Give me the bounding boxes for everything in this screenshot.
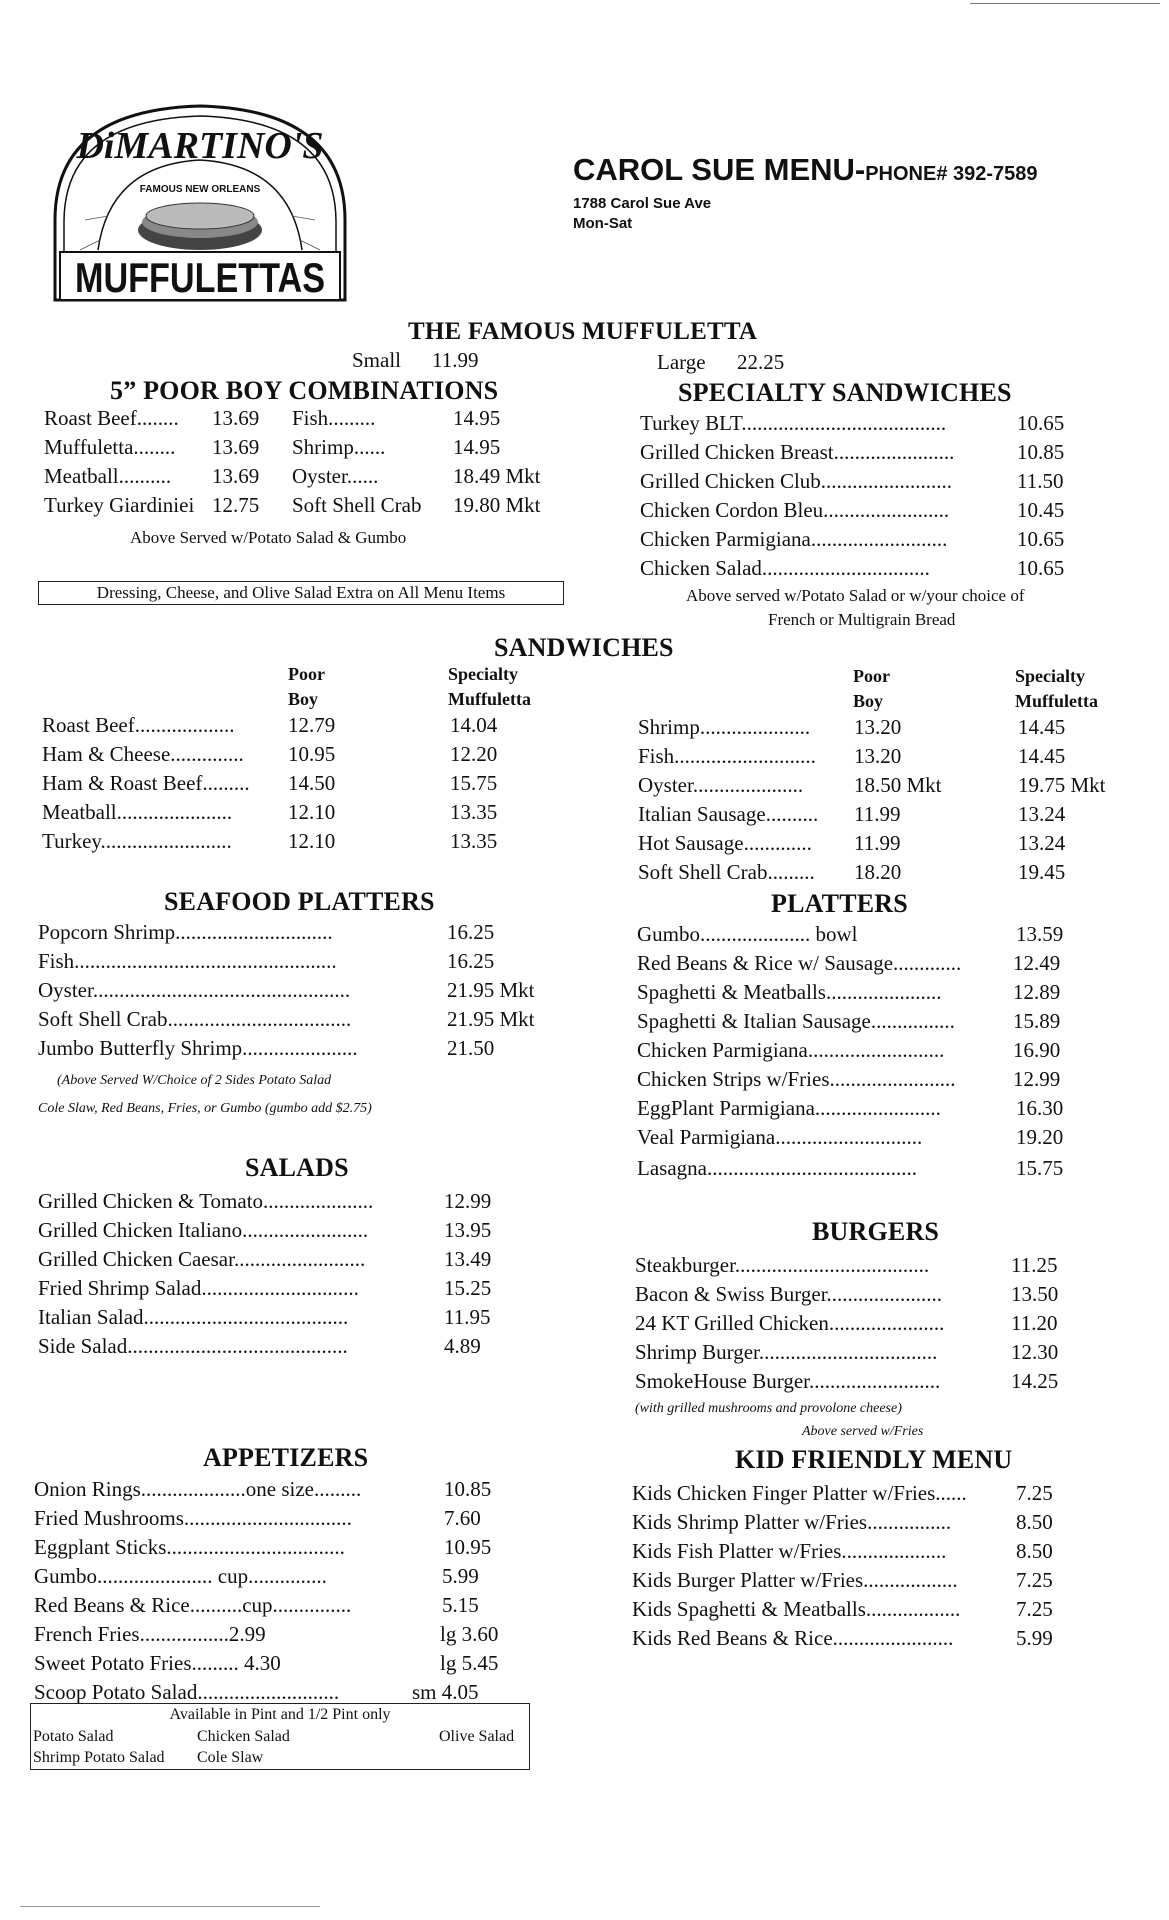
logo-graphic [50, 100, 350, 305]
specialty-sandwiches-title: SPECIALTY SANDWICHES [678, 378, 1012, 407]
item-price: 13.50 [1011, 1282, 1059, 1306]
item-name: Chicken Parmigiana.......................... [637, 1038, 945, 1062]
specialty-price: 13.35 [450, 829, 498, 853]
item-price: 11.95 [444, 1305, 491, 1329]
menu-title [573, 152, 1038, 188]
pint-sizes-col1: Potato Salad Shrimp Potato Salad [33, 1728, 165, 1766]
sandwiches-left-col-poor: Poor Boy [288, 664, 325, 709]
table-row [42, 829, 562, 855]
specialty-price: 19.45 [1018, 860, 1066, 884]
menu-title-text: CAROL SUE MENU- [573, 152, 866, 187]
combo-item-price: 14.95 [453, 406, 501, 430]
item-name: Kids Fish Platter w/Fries.................... [632, 1539, 947, 1563]
item-price: 15.75 [1016, 1156, 1064, 1180]
item-name: Veal Parmigiana............................ [637, 1125, 923, 1149]
poor-boy-price: 18.50 Mkt [854, 773, 942, 797]
item-price: 10.65 [1017, 527, 1065, 551]
specialty-price: 13.24 [1018, 802, 1066, 826]
combo-row [44, 435, 564, 461]
specialty-price: 12.20 [450, 742, 498, 766]
item-price: lg 5.45 [440, 1651, 499, 1675]
combo-item-price: 13.69 [212, 435, 260, 459]
list-item [637, 980, 1117, 1006]
item-name: Ham & Roast Beef......... [42, 771, 250, 795]
list-item [34, 1651, 534, 1677]
pint-sizes-box [30, 1703, 530, 1770]
item-price: 10.65 [1017, 556, 1065, 580]
list-item [635, 1340, 1115, 1366]
item-price: 13.95 [444, 1218, 492, 1242]
list-item [632, 1539, 1112, 1565]
item-name: Grilled Chicken Breast....................... [640, 440, 955, 464]
item-name: Turkey......................... [42, 829, 232, 853]
list-item [637, 1125, 1117, 1151]
item-name: Oyster..................... [638, 773, 804, 797]
sandwiches-left-col-specialty: Specialty Muffuletta [448, 664, 531, 709]
item-price: 4.89 [444, 1334, 481, 1358]
table-row [638, 744, 1158, 770]
table-row [42, 800, 562, 826]
combo-item-price: 18.49 Mkt [453, 464, 541, 488]
list-item [640, 527, 1080, 553]
item-price: 8.50 [1016, 1539, 1053, 1563]
sandwiches-right-col-poor: Poor Boy [853, 666, 890, 711]
burgers-note-line2: Above served w/Fries [802, 1424, 924, 1439]
item-name: Fish.................................................. [38, 949, 337, 973]
item-price: lg 3.60 [440, 1622, 499, 1646]
combo-item-name: Meatball.......... [44, 464, 172, 488]
burgers-title: BURGERS [812, 1217, 940, 1246]
extras-note-box [38, 581, 564, 605]
famous-small-label: Small [352, 348, 402, 372]
poor-boy-price: 13.20 [854, 715, 902, 739]
list-item [34, 1622, 534, 1648]
logo-brand-text: DiMARTINO'S [76, 125, 324, 167]
item-price: 19.20 [1016, 1125, 1064, 1149]
list-item [637, 922, 1117, 948]
item-price: 12.30 [1011, 1340, 1059, 1364]
list-item [637, 1096, 1117, 1122]
extras-note-text: Dressing, Cheese, and Olive Salad Extra on All Menu Items [96, 583, 506, 602]
item-price: 12.99 [444, 1189, 492, 1213]
item-price: 11.20 [1011, 1311, 1058, 1335]
list-item [640, 440, 1080, 466]
item-name: Soft Shell Crab......... [638, 860, 815, 884]
item-name: Grilled Chicken Caesar......................... [38, 1247, 366, 1271]
item-name: Onion Rings....................one size......... [34, 1477, 362, 1501]
combo-item-name: Fish......... [292, 406, 376, 430]
combo-item-name: Shrimp...... [292, 435, 386, 459]
combos-note: Above Served w/Potato Salad & Gumbo [130, 528, 407, 547]
table-row [42, 742, 562, 768]
item-name: 24 KT Grilled Chicken...................... [635, 1311, 945, 1335]
item-name: Eggplant Sticks.................................. [34, 1535, 345, 1559]
list-item [640, 411, 1080, 437]
item-name: Gumbo...................... cup............... [34, 1564, 327, 1588]
list-item [635, 1253, 1115, 1279]
item-price: 10.45 [1017, 498, 1065, 522]
list-item [632, 1510, 1112, 1536]
specialty-note-line2: French or Multigrain Bread [768, 610, 956, 629]
famous-small-row [352, 348, 652, 374]
list-item [635, 1311, 1115, 1337]
specialty-price: 13.35 [450, 800, 498, 824]
item-price: 21.50 [447, 1036, 495, 1060]
list-item [632, 1626, 1112, 1652]
combo-item-name: Muffuletta........ [44, 435, 176, 459]
item-price: 15.89 [1013, 1009, 1061, 1033]
list-item [38, 949, 558, 975]
table-row [42, 713, 562, 739]
item-price: 14.25 [1011, 1369, 1059, 1393]
sandwiches-title: SANDWICHES [494, 633, 674, 662]
list-item [34, 1593, 534, 1619]
item-price: 16.30 [1016, 1096, 1064, 1120]
famous-large-label: Large [657, 350, 706, 374]
item-name: Grilled Chicken & Tomato..................... [38, 1189, 374, 1213]
list-item [34, 1477, 534, 1503]
item-price: 10.85 [1017, 440, 1065, 464]
list-item [38, 1334, 538, 1360]
famous-large-row [657, 350, 857, 376]
item-price: sm 4.05 [412, 1680, 479, 1704]
combo-item-price: 19.80 Mkt [453, 493, 541, 517]
item-name: Fried Shrimp Salad.............................. [38, 1276, 359, 1300]
list-item [38, 1189, 538, 1215]
table-row [42, 771, 562, 797]
item-name: Scoop Potato Salad........................... [34, 1680, 340, 1704]
item-price: 8.50 [1016, 1510, 1053, 1534]
combo-item-name: Roast Beef........ [44, 406, 179, 430]
pint-sizes-col3: Olive Salad [439, 1728, 515, 1745]
combo-row [44, 464, 564, 490]
item-name: Kids Red Beans & Rice....................... [632, 1626, 954, 1650]
burgers-note-line1: (with grilled mushrooms and provolone cheese) [635, 1401, 902, 1416]
item-name: Ham & Cheese.............. [42, 742, 244, 766]
list-item [637, 1038, 1117, 1064]
specialty-price: 14.04 [450, 713, 498, 737]
poor-boy-price: 14.50 [288, 771, 336, 795]
item-name: Hot Sausage............. [638, 831, 812, 855]
sandwiches-right-col-specialty: Specialty Muffuletta [1015, 666, 1098, 711]
address: 1788 Carol Sue Ave [573, 195, 712, 212]
item-name: Spaghetti & Italian Sausage................ [637, 1009, 955, 1033]
poor-boy-price: 10.95 [288, 742, 336, 766]
combo-row [44, 493, 564, 519]
item-name: Steakburger..................................... [635, 1253, 930, 1277]
list-item [34, 1506, 534, 1532]
item-price: 10.85 [444, 1477, 492, 1501]
scan-artifact-bottom [20, 1906, 320, 1907]
item-price: 7.60 [444, 1506, 481, 1530]
item-name: Kids Chicken Finger Platter w/Fries...... [632, 1481, 967, 1505]
item-price: 7.25 [1016, 1481, 1053, 1505]
specialty-price: 14.45 [1018, 744, 1066, 768]
item-name: SmokeHouse Burger......................... [635, 1369, 941, 1393]
item-name: Fried Mushrooms................................ [34, 1506, 352, 1530]
item-price: 21.95 Mkt [447, 1007, 535, 1031]
famous-muffuletta-title: THE FAMOUS MUFFULETTA [408, 318, 758, 345]
item-price: 5.15 [442, 1593, 479, 1617]
item-name: Jumbo Butterfly Shrimp...................... [38, 1036, 358, 1060]
item-name: Roast Beef................... [42, 713, 235, 737]
specialty-price: 14.45 [1018, 715, 1066, 739]
list-item [38, 1305, 538, 1331]
item-name: Chicken Parmigiana.......................... [640, 527, 948, 551]
item-name: Fish........................... [638, 744, 816, 768]
item-name: Soft Shell Crab................................... [38, 1007, 352, 1031]
table-row [638, 860, 1158, 886]
list-item [635, 1369, 1115, 1395]
combo-item-name: Oyster...... [292, 464, 379, 488]
item-price: 16.90 [1013, 1038, 1061, 1062]
list-item [640, 469, 1080, 495]
list-item [38, 1218, 538, 1244]
dimartinos-logo [50, 100, 350, 305]
item-name: Red Beans & Rice w/ Sausage............. [637, 951, 962, 975]
combo-item-name: Turkey Giardiniei [44, 493, 195, 517]
list-item [38, 920, 558, 946]
list-item [637, 1067, 1117, 1093]
item-name: Side Salad.......................................... [38, 1334, 348, 1358]
hours: Mon-Sat [573, 215, 633, 232]
list-item [38, 978, 558, 1004]
item-price: 5.99 [1016, 1626, 1053, 1650]
item-name: Popcorn Shrimp.............................. [38, 920, 333, 944]
item-price: 11.25 [1011, 1253, 1058, 1277]
famous-large-price: 22.25 [737, 350, 785, 374]
item-price: 7.25 [1016, 1597, 1053, 1621]
item-name: Shrimp Burger.................................. [635, 1340, 938, 1364]
table-row [638, 831, 1158, 857]
item-name: Chicken Salad................................ [640, 556, 930, 580]
combo-item-price: 12.75 [212, 493, 260, 517]
list-item [640, 498, 1080, 524]
item-name: Bacon & Swiss Burger...................... [635, 1282, 943, 1306]
kids-menu-title: KID FRIENDLY MENU [735, 1445, 1013, 1474]
famous-small-price: 11.99 [432, 348, 479, 372]
poor-boy-price: 11.99 [854, 831, 901, 855]
list-item [38, 1007, 558, 1033]
item-name: Turkey BLT....................................... [640, 411, 947, 435]
item-name: Gumbo..................... bowl [637, 922, 858, 946]
item-price: 12.49 [1013, 951, 1061, 975]
poor-boy-price: 11.99 [854, 802, 901, 826]
pint-sizes-title: Available in Pint and 1/2 Pint only [169, 1706, 391, 1723]
specialty-note-line1: Above served w/Potato Salad or w/your choice of [686, 586, 1025, 605]
platters-title: PLATTERS [771, 889, 908, 918]
list-item [38, 1247, 538, 1273]
item-name: Sweet Potato Fries......... 4.30 [34, 1651, 281, 1675]
specialty-price: 13.24 [1018, 831, 1066, 855]
item-price: 12.99 [1013, 1067, 1061, 1091]
list-item [632, 1481, 1112, 1507]
item-name: Shrimp..................... [638, 715, 811, 739]
item-name: Kids Burger Platter w/Fries.................. [632, 1568, 958, 1592]
pint-sizes-col2: Chicken Salad Cole Slaw [197, 1728, 290, 1766]
item-price: 12.89 [1013, 980, 1061, 1004]
item-price: 11.50 [1017, 469, 1064, 493]
item-name: Spaghetti & Meatballs...................... [637, 980, 942, 1004]
table-row [638, 802, 1158, 828]
item-name: Red Beans & Rice..........cup............... [34, 1593, 352, 1617]
item-price: 16.25 [447, 949, 495, 973]
seafood-note-line2: Cole Slaw, Red Beans, Fries, or Gumbo (gumbo add $2.75) [38, 1101, 372, 1116]
table-row [638, 715, 1158, 741]
seafood-note-line1: (Above Served W/Choice of 2 Sides Potato Salad [57, 1073, 332, 1088]
item-name: EggPlant Parmigiana........................ [637, 1096, 941, 1120]
item-name: Italian Sausage.......... [638, 802, 819, 826]
combo-row [44, 406, 564, 432]
item-price: 15.25 [444, 1276, 492, 1300]
specialty-price: 19.75 Mkt [1018, 773, 1106, 797]
combo-item-price: 13.69 [212, 406, 260, 430]
specialty-price: 15.75 [450, 771, 498, 795]
logo-wordmark-text: MUFFULETTAS [75, 254, 325, 301]
poor-boy-price: 12.10 [288, 829, 336, 853]
list-item [637, 951, 1117, 977]
table-row [638, 773, 1158, 799]
item-name: Meatball...................... [42, 800, 233, 824]
phone-number: PHONE# 392-7589 [865, 163, 1038, 185]
list-item [38, 1276, 538, 1302]
appetizers-title: APPETIZERS [203, 1443, 369, 1472]
poor-boy-price: 13.20 [854, 744, 902, 768]
list-item [38, 1036, 558, 1062]
salads-title: SALADS [245, 1153, 349, 1182]
list-item [632, 1568, 1112, 1594]
item-name: Lasagna........................................ [637, 1156, 917, 1180]
poor-boy-price: 18.20 [854, 860, 902, 884]
list-item [34, 1535, 534, 1561]
item-price: 5.99 [442, 1564, 479, 1588]
poor-boy-price: 12.79 [288, 713, 336, 737]
list-item [635, 1282, 1115, 1308]
item-name: Grilled Chicken Club......................... [640, 469, 953, 493]
scan-artifact-top [970, 3, 1160, 4]
item-name: Grilled Chicken Italiano........................ [38, 1218, 369, 1242]
poor-boy-price: 12.10 [288, 800, 336, 824]
logo-tagline-text: FAMOUS NEW ORLEANS [139, 184, 261, 195]
item-name: Kids Spaghetti & Meatballs.................. [632, 1597, 961, 1621]
list-item [637, 1156, 1117, 1182]
item-name: Chicken Cordon Bleu........................ [640, 498, 950, 522]
item-name: French Fries.................2.99 [34, 1622, 266, 1646]
list-item [640, 556, 1080, 582]
combo-item-name: Soft Shell Crab [292, 493, 422, 517]
combo-item-price: 14.95 [453, 435, 501, 459]
seafood-platters-title: SEAFOOD PLATTERS [164, 887, 435, 916]
item-price: 10.95 [444, 1535, 492, 1559]
list-item [632, 1597, 1112, 1623]
item-name: Oyster................................................. [38, 978, 351, 1002]
item-price: 13.49 [444, 1247, 492, 1271]
item-price: 13.59 [1016, 922, 1064, 946]
poor-boy-combos-title: 5” POOR BOY COMBINATIONS [110, 376, 499, 405]
item-price: 10.65 [1017, 411, 1065, 435]
item-price: 21.95 Mkt [447, 978, 535, 1002]
item-name: Chicken Strips w/Fries........................ [637, 1067, 956, 1091]
item-price: 16.25 [447, 920, 495, 944]
list-item [637, 1009, 1117, 1035]
list-item [34, 1564, 534, 1590]
item-name: Kids Shrimp Platter w/Fries................ [632, 1510, 952, 1534]
item-price: 7.25 [1016, 1568, 1053, 1592]
combo-item-price: 13.69 [212, 464, 260, 488]
item-name: Italian Salad....................................... [38, 1305, 349, 1329]
